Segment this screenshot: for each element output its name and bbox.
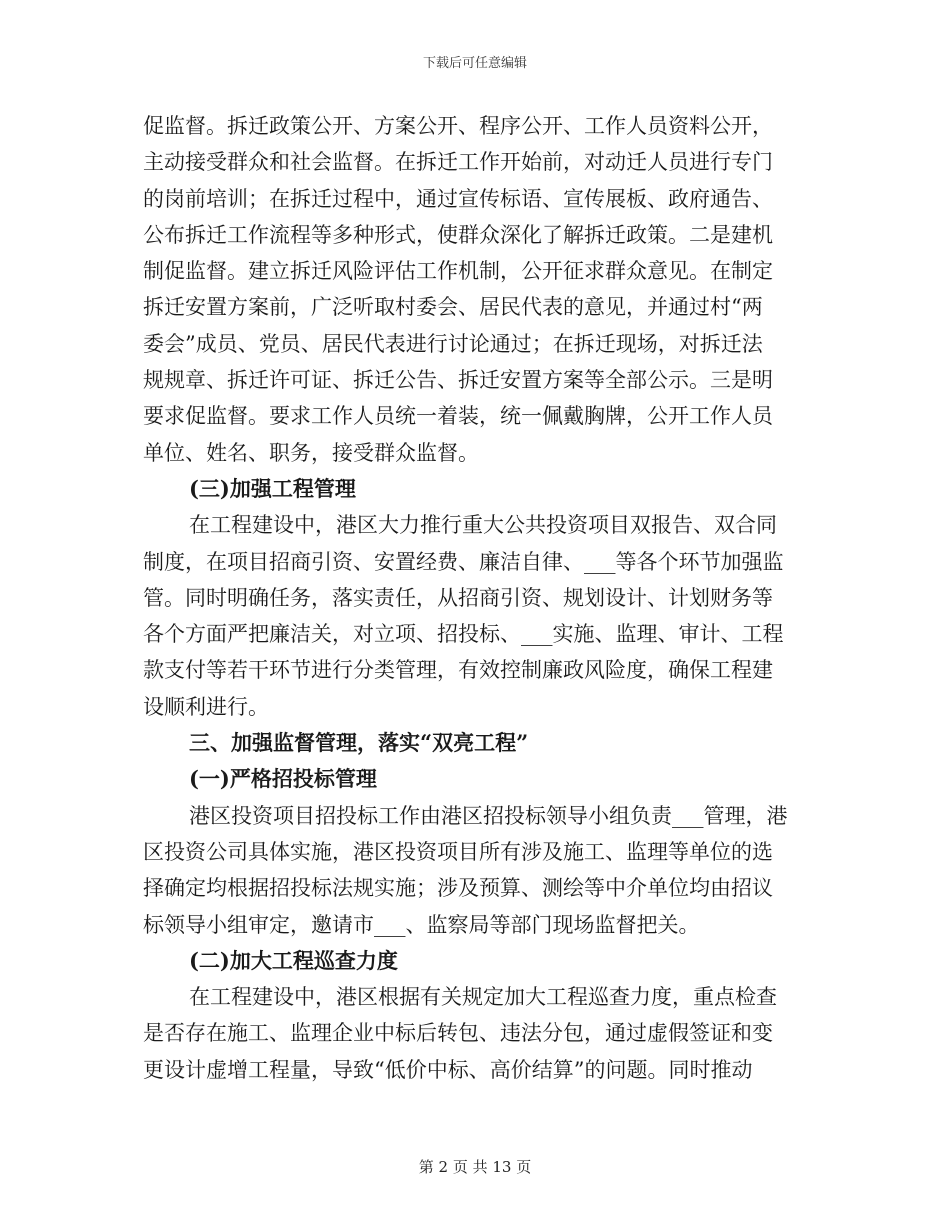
text-line: 主动接受群众和社会监督。在拆迁工作开始前，对动迁人员进行专门 (143, 150, 773, 175)
text-line: 管。同时明确任务，落实责任，从招商引资、规划设计、计划财务等 (143, 585, 773, 610)
text-line: 制促监督。建立拆迁风险评估工作机制，公开征求群众意见。在制定 (143, 259, 773, 284)
paragraph-first-line: 在工程建设中，港区根据有关规定加大工程巡查力度，重点检查 (189, 985, 777, 1010)
text-line: 区投资公司具体实施，港区投资项目所有涉及施工、监理等单位的选 (143, 839, 773, 864)
section-heading: 三、加强监督管理，落实“双亮工程” (189, 730, 529, 756)
text-line: 要求促监督。要求工作人员统一着装，统一佩戴胸牌，公开工作人员 (143, 404, 773, 429)
text-line: 促监督。拆迁政策公开、方案公开、程序公开、工作人员资料公开， (143, 114, 773, 138)
text-line: 单位、姓名、职务，接受群众监督。 (143, 440, 479, 465)
text-line: 是否存在施工、监理企业中标后转包、违法分包，通过虚假签证和变 (143, 1021, 773, 1046)
text-line: 各个方面严把廉洁关，对立项、招投标、___实施、监理、审计、工程 (143, 622, 784, 647)
section-heading: (三)加强工程管理 (189, 475, 356, 501)
text-line: 设顺利进行。 (143, 694, 269, 719)
text-line: 标领导小组审定，邀请市___、监察局等部门现场监督把关。 (143, 912, 700, 937)
text-line: 的岗前培训；在拆迁过程中，通过宣传标语、宣传展板、政府通告、 (143, 186, 773, 211)
text-line: 更设计虚增工程量，导致“低价中标、高价结算”的问题。同时推动 (143, 1057, 753, 1082)
text-line: 拆迁安置方案前，广泛听取村委会、居民代表的意见，并通过村“两 (143, 295, 763, 320)
paragraph-first-line: 在工程建设中，港区大力推行重大公共投资项目双报告、双合同 (189, 513, 777, 538)
paragraph-first-line: 港区投资项目招投标工作由港区招投标领导小组负责___管理，港 (189, 803, 788, 828)
document-body (143, 108, 807, 1088)
text-line: 择确定均根据招投标法规实施；涉及预算、测绘等中介单位均由招议 (143, 876, 773, 901)
section-heading: (二)加大工程巡查力度 (189, 947, 398, 973)
section-heading: (一)严格招投标管理 (189, 766, 377, 792)
text-line: 委会”成员、党员、居民代表进行讨论通过；在拆迁现场，对拆迁法 (143, 331, 763, 356)
text-line: 制度，在项目招商引资、安置经费、廉洁自律、___等各个环节加强监 (143, 549, 784, 574)
text-line: 公布拆迁工作流程等多种形式，使群众深化了解拆迁政策。二是建机 (143, 222, 773, 247)
text-line: 款支付等若干环节进行分类管理，有效控制廉政风险度，确保工程建 (143, 658, 773, 683)
page-footer: 第 2 页 共 13 页 (418, 1158, 532, 1176)
text-line: 规规章、拆迁许可证、拆迁公告、拆迁安置方案等全部公示。三是明 (143, 368, 773, 393)
page-header: 下载后可任意编辑 (422, 56, 527, 71)
